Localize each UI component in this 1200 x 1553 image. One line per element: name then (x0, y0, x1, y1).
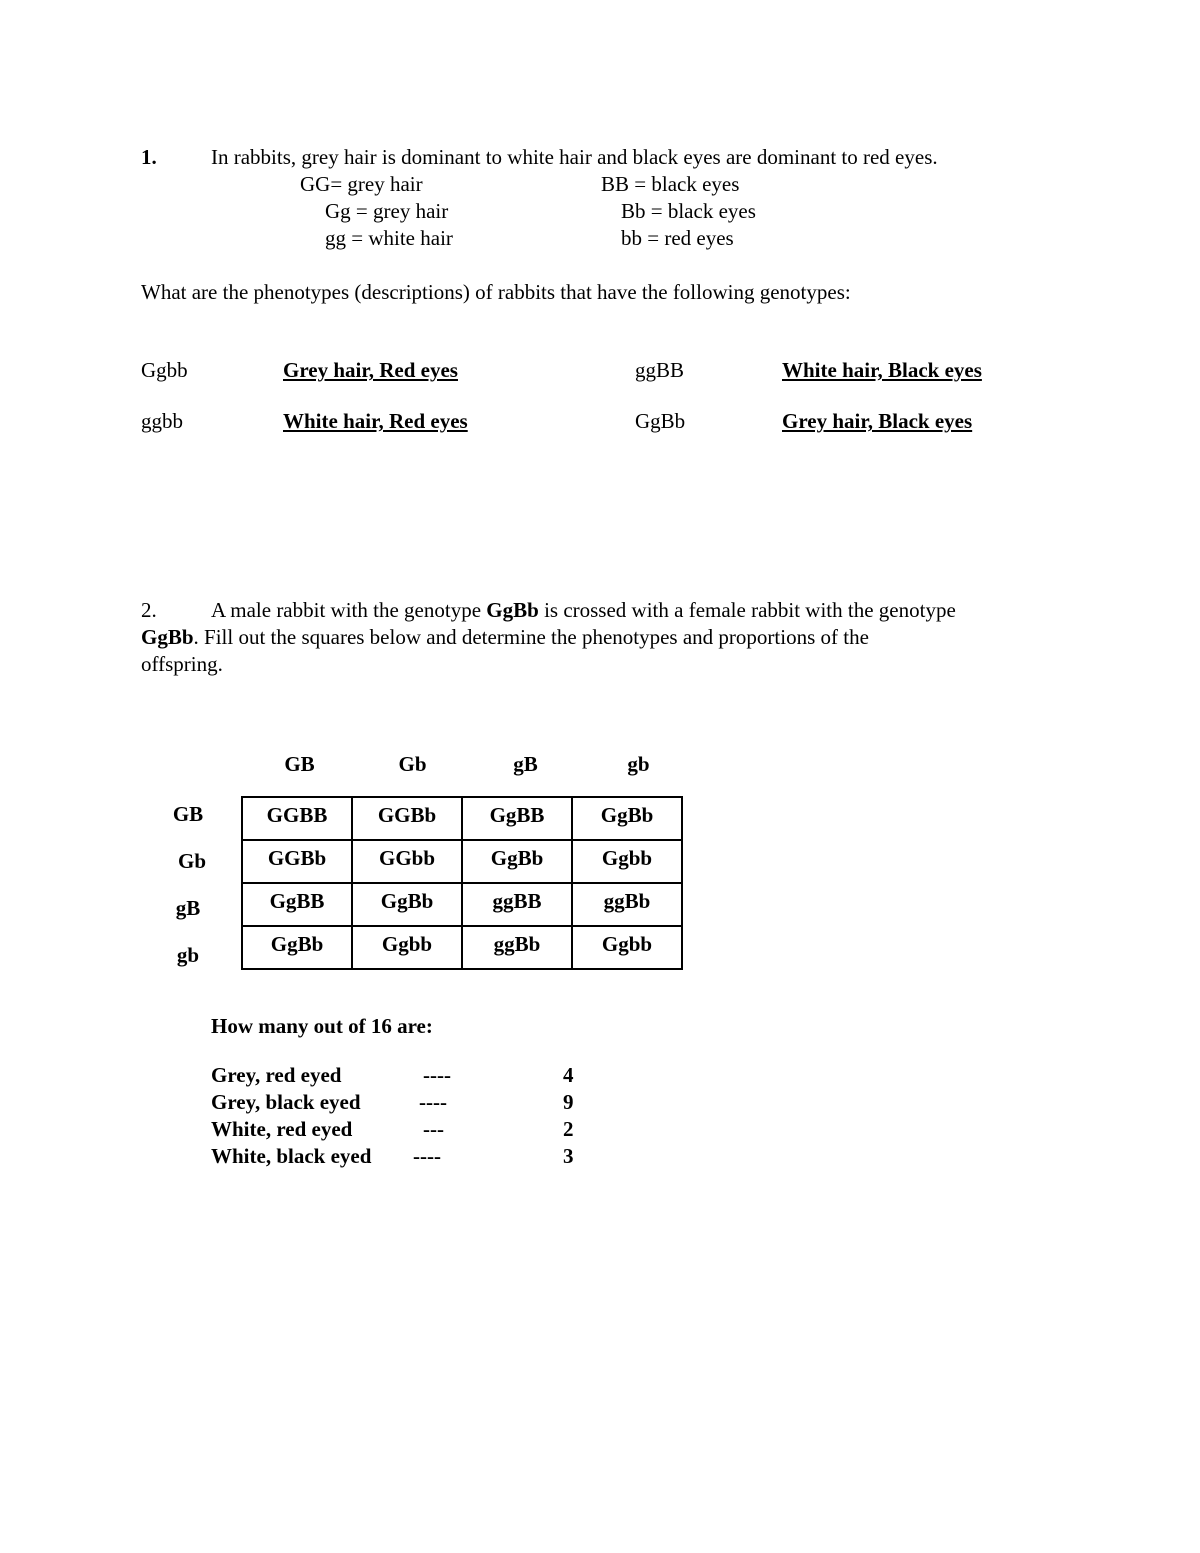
genotype-label: GgBb (635, 409, 686, 433)
question-2-line-3: offspring. (141, 652, 223, 676)
key-eyes-3: bb = red eyes (621, 226, 734, 250)
question-1-prompt: What are the phenotypes (descriptions) of rabbits that have the following genotypes: (141, 280, 851, 304)
female-genotype: GgBb (141, 625, 194, 649)
punnett-cell: GgBb (462, 840, 572, 883)
punnett-row (242, 797, 682, 840)
question-2-text: is crossed with a female rabbit with the genotype (538, 598, 956, 622)
question-2-line-1 (211, 600, 956, 621)
phenotype-answer: Grey hair, Red eyes (283, 358, 458, 382)
male-genotype: GgBb (486, 598, 539, 622)
punnett-cell: GGBb (242, 840, 352, 883)
genotype-label: ggBB (635, 358, 685, 382)
punnett-cell: GgBb (352, 883, 462, 926)
count-value: 4 (563, 1063, 574, 1087)
question-1-intro: In rabbits, grey hair is dominant to white hair and black eyes are dominant to red eyes. (211, 145, 938, 169)
punnett-row (242, 926, 682, 969)
punnett-cell: Ggbb (352, 926, 462, 969)
genotype-label: Ggbb (141, 358, 188, 382)
count-title: How many out of 16 are: (211, 1014, 433, 1038)
punnett-col-header: gB (513, 752, 538, 776)
punnett-row (242, 883, 682, 926)
count-dash: ---- (413, 1144, 441, 1168)
phenotype-answer: White hair, Red eyes (283, 409, 468, 433)
key-hair-2: Gg = grey hair (325, 199, 449, 223)
count-dash: ---- (423, 1063, 451, 1087)
punnett-cell: ggBb (462, 926, 572, 969)
punnett-cell: GGBb (352, 797, 462, 840)
count-label: Grey, red eyed (211, 1063, 342, 1087)
punnett-col-header: GB (284, 752, 315, 776)
punnett-cell: GGBB (242, 797, 352, 840)
key-eyes-1: BB = black eyes (601, 172, 740, 196)
key-eyes-2: Bb = black eyes (621, 199, 756, 223)
punnett-cell: GgBB (462, 797, 572, 840)
question-2-text: A male rabbit with the genotype (211, 598, 487, 622)
punnett-cell: Ggbb (572, 926, 682, 969)
punnett-col-header: gb (627, 752, 650, 776)
count-value: 3 (563, 1144, 574, 1168)
count-value: 9 (563, 1090, 574, 1114)
question-2-line-2 (141, 627, 869, 648)
key-hair-1: GG= grey hair (300, 172, 423, 196)
punnett-square (241, 796, 683, 970)
question-1-number: 1. (141, 145, 157, 169)
count-label: Grey, black eyed (211, 1090, 361, 1114)
count-label: White, black eyed (211, 1144, 372, 1168)
count-dash: --- (423, 1117, 444, 1141)
phenotype-answer: White hair, Black eyes (782, 358, 982, 382)
punnett-cell: ggBb (572, 883, 682, 926)
question-2-number: 2. (141, 598, 157, 622)
punnett-cell: GGbb (352, 840, 462, 883)
punnett-cell: GgBB (242, 883, 352, 926)
punnett-row (242, 840, 682, 883)
punnett-cell: ggBB (462, 883, 572, 926)
count-dash: ---- (419, 1090, 447, 1114)
punnett-col-header: Gb (398, 752, 427, 776)
key-hair-3: gg = white hair (325, 226, 453, 250)
punnett-row-header: GB (172, 802, 204, 826)
phenotype-answer: Grey hair, Black eyes (782, 409, 973, 433)
genotype-label: ggbb (141, 409, 183, 433)
punnett-cell: GgBb (572, 797, 682, 840)
punnett-cell: GgBb (242, 926, 352, 969)
punnett-cell: Ggbb (572, 840, 682, 883)
punnett-row-header: Gb (177, 849, 206, 873)
count-label: White, red eyed (211, 1117, 353, 1141)
count-value: 2 (563, 1117, 574, 1141)
punnett-row-header: gB (175, 896, 201, 920)
question-2-text: . Fill out the squares below and determine the phenotypes and proportions of the (193, 625, 869, 649)
punnett-row-header: gb (176, 943, 200, 967)
